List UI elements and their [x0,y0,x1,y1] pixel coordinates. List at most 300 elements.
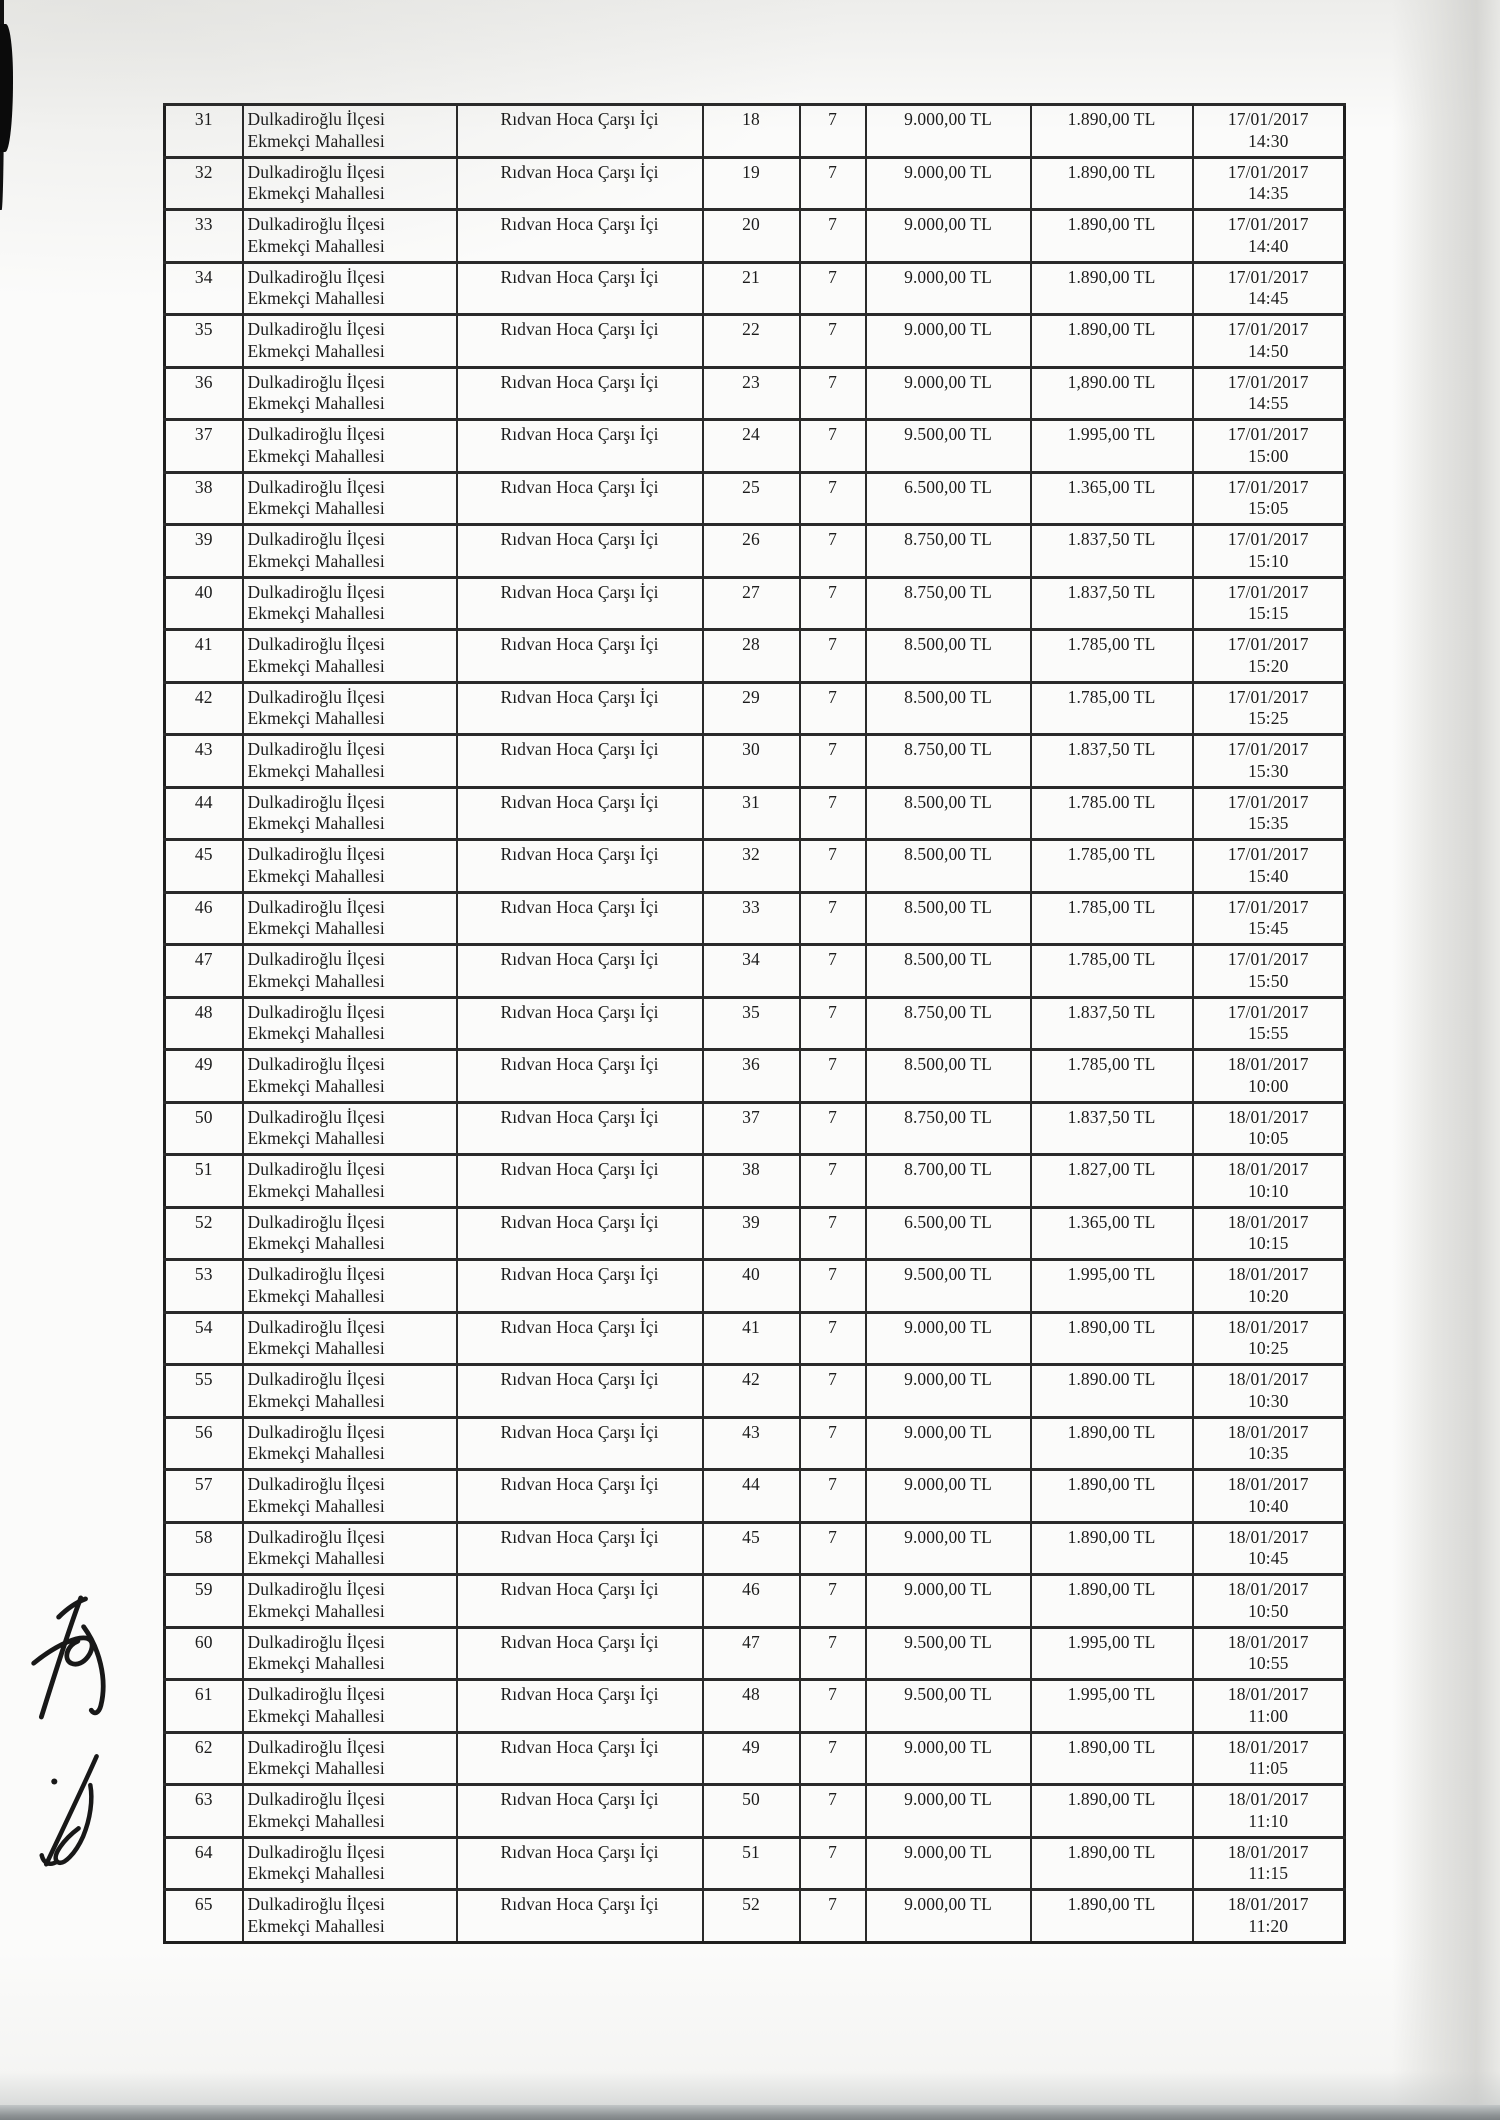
price-cell: 8.750,00 TL [866,997,1031,1050]
tender-schedule-table [163,103,1346,1944]
date-line: 18/01/2017 [1227,1106,1309,1127]
date-line: 18/01/2017 [1227,1421,1309,1442]
stand-number-cell: 23 [703,367,800,420]
district-line2: Ekmekçi Mahallesi [247,130,385,151]
district-line1: Dulkadiroğlu İlçesi [247,319,385,339]
quantity-cell: 7 [800,997,866,1050]
time-line: 10:10 [1248,1180,1289,1201]
district-cell [243,787,457,840]
quantity-cell: 7 [800,1575,866,1628]
stand-number-cell: 47 [703,1627,800,1680]
date-line: 17/01/2017 [1227,739,1309,759]
row-number-cell: 41 [165,630,243,683]
district-cell [243,577,457,630]
row-number-cell: 59 [165,1575,243,1628]
quantity-cell: 7 [800,1155,866,1208]
deposit-cell: 1.890,00 TL [1031,315,1193,368]
district-cell [243,1890,457,1943]
district-cell [243,315,457,368]
table-row [165,105,1345,158]
district-cell [243,1260,457,1313]
market-location-cell: Rıdvan Hoca Çarşı İçi [457,367,703,420]
quantity-cell: 7 [800,787,866,840]
table-row [165,1365,1345,1418]
market-location-cell: Rıdvan Hoca Çarşı İçi [457,892,703,945]
district-line1: Dulkadiroğlu İlçesi [247,1684,385,1704]
quantity-cell: 7 [800,525,866,578]
date-line: 18/01/2017 [1227,1264,1309,1284]
district-line1: Dulkadiroğlu İlçesi [247,1211,385,1232]
price-cell: 9.000,00 TL [866,210,1031,263]
price-cell: 6.500,00 TL [866,1207,1031,1260]
time-line: 10:15 [1248,1233,1289,1254]
datetime-cell [1193,1365,1345,1418]
district-line1: Dulkadiroğlu İlçesi [247,896,385,917]
quantity-cell: 7 [800,945,866,998]
date-line: 18/01/2017 [1227,1579,1309,1599]
stand-number-cell: 46 [703,1575,800,1628]
row-number-cell: 51 [165,1155,243,1208]
time-line: 11:05 [1248,1758,1289,1779]
deposit-cell: 1.785.00 TL [1031,787,1193,840]
quantity-cell: 7 [800,1785,866,1838]
district-line2: Ekmekçi Mahallesi [247,708,385,729]
quantity-cell: 7 [800,157,866,210]
district-line2: Ekmekçi Mahallesi [247,235,385,256]
stand-number-cell: 34 [703,945,800,998]
stand-number-cell: 49 [703,1732,800,1785]
date-line: 17/01/2017 [1227,844,1309,864]
quantity-cell: 7 [800,1312,866,1365]
district-cell [243,945,457,998]
datetime-cell [1193,1207,1345,1260]
quantity-cell: 7 [800,1417,866,1470]
market-location-cell: Rıdvan Hoca Çarşı İçi [457,157,703,210]
deposit-cell: 1.890,00 TL [1031,1785,1193,1838]
price-cell: 9.500,00 TL [866,420,1031,473]
time-line: 14:30 [1248,130,1289,151]
row-number-cell: 52 [165,1207,243,1260]
district-line2: Ekmekçi Mahallesi [247,1075,385,1096]
district-cell [243,367,457,420]
deposit-cell: 1.890,00 TL [1031,210,1193,263]
quantity-cell: 7 [800,1102,866,1155]
time-line: 14:40 [1248,235,1289,256]
market-location-cell: Rıdvan Hoca Çarşı İçi [457,1260,703,1313]
datetime-cell [1193,105,1345,158]
row-number-cell: 33 [165,210,243,263]
price-cell: 9.000,00 TL [866,1365,1031,1418]
time-line: 10:30 [1248,1390,1289,1411]
district-line2: Ekmekçi Mahallesi [247,1443,385,1464]
stand-number-cell: 33 [703,892,800,945]
district-line1: Dulkadiroğlu İlçesi [247,1579,385,1599]
stand-number-cell: 45 [703,1522,800,1575]
quantity-cell: 7 [800,840,866,893]
district-line1: Dulkadiroğlu İlçesi [247,581,385,602]
date-line: 17/01/2017 [1227,896,1309,917]
price-cell: 9.000,00 TL [866,315,1031,368]
market-location-cell: Rıdvan Hoca Çarşı İçi [457,210,703,263]
stand-number-cell: 39 [703,1207,800,1260]
table-row [165,1417,1345,1470]
price-cell: 8.500,00 TL [866,892,1031,945]
datetime-cell [1193,1732,1345,1785]
district-line2: Ekmekçi Mahallesi [247,760,385,781]
district-line2: Ekmekçi Mahallesi [247,1180,385,1201]
row-number-cell: 45 [165,840,243,893]
row-number-cell: 42 [165,682,243,735]
date-line: 18/01/2017 [1227,1054,1309,1074]
deposit-cell: 1.890.00 TL [1031,1365,1193,1418]
row-number-cell: 38 [165,472,243,525]
district-cell [243,157,457,210]
district-line2: Ekmekçi Mahallesi [247,603,385,624]
district-line1: Dulkadiroğlu İlçesi [247,1474,385,1494]
deposit-cell: 1.785,00 TL [1031,1050,1193,1103]
signature-mark-upper [26,1586,122,1726]
table-row [165,892,1345,945]
quantity-cell: 7 [800,1522,866,1575]
datetime-cell [1193,525,1345,578]
district-line1: Dulkadiroğlu İlçesi [247,1736,385,1757]
datetime-cell [1193,1680,1345,1733]
price-cell: 8.500,00 TL [866,1050,1031,1103]
deposit-cell: 1.827,00 TL [1031,1155,1193,1208]
row-number-cell: 34 [165,262,243,315]
row-number-cell: 61 [165,1680,243,1733]
deposit-cell: 1.785,00 TL [1031,945,1193,998]
market-location-cell: Rıdvan Hoca Çarşı İçi [457,472,703,525]
date-line: 18/01/2017 [1227,1369,1309,1389]
quantity-cell: 7 [800,1207,866,1260]
table-row [165,315,1345,368]
stand-number-cell: 31 [703,787,800,840]
district-line2: Ekmekçi Mahallesi [247,970,385,991]
table-row [165,1155,1345,1208]
time-line: 14:35 [1248,183,1289,204]
market-location-cell: Rıdvan Hoca Çarşı İçi [457,1890,703,1943]
datetime-cell [1193,1890,1345,1943]
date-line: 18/01/2017 [1227,1631,1309,1652]
district-line1: Dulkadiroğlu İlçesi [247,1106,385,1127]
deposit-cell: 1,890.00 TL [1031,367,1193,420]
datetime-cell [1193,1785,1345,1838]
district-line2: Ekmekçi Mahallesi [247,813,385,834]
table-row [165,840,1345,893]
row-number-cell: 40 [165,577,243,630]
district-line1: Dulkadiroğlu İlçesi [247,1894,385,1914]
district-line2: Ekmekçi Mahallesi [247,1233,385,1254]
table-row [165,1260,1345,1313]
district-cell [243,1470,457,1523]
deposit-cell: 1.785,00 TL [1031,840,1193,893]
row-number-cell: 54 [165,1312,243,1365]
price-cell: 9.000,00 TL [866,367,1031,420]
row-number-cell: 47 [165,945,243,998]
date-line: 18/01/2017 [1227,1316,1309,1337]
table-row [165,525,1345,578]
date-line: 17/01/2017 [1227,214,1309,234]
table-row [165,682,1345,735]
market-location-cell: Rıdvan Hoca Çarşı İçi [457,945,703,998]
stand-number-cell: 50 [703,1785,800,1838]
price-cell: 9.500,00 TL [866,1260,1031,1313]
stand-number-cell: 18 [703,105,800,158]
price-cell: 8.500,00 TL [866,945,1031,998]
deposit-cell: 1.890,00 TL [1031,1470,1193,1523]
price-cell: 8.750,00 TL [866,1102,1031,1155]
market-location-cell: Rıdvan Hoca Çarşı İçi [457,1522,703,1575]
deposit-cell: 1.890,00 TL [1031,1417,1193,1470]
district-line1: Dulkadiroğlu İlçesi [247,1631,385,1652]
time-line: 15:30 [1248,760,1289,781]
table-row [165,367,1345,420]
district-line2: Ekmekçi Mahallesi [247,918,385,939]
stand-number-cell: 27 [703,577,800,630]
market-location-cell: Rıdvan Hoca Çarşı İçi [457,105,703,158]
datetime-cell [1193,1155,1345,1208]
time-line: 15:35 [1248,813,1289,834]
stand-number-cell: 26 [703,525,800,578]
time-line: 15:20 [1248,655,1289,676]
market-location-cell: Rıdvan Hoca Çarşı İçi [457,1365,703,1418]
market-location-cell: Rıdvan Hoca Çarşı İçi [457,1732,703,1785]
stand-number-cell: 41 [703,1312,800,1365]
district-cell [243,1522,457,1575]
row-number-cell: 44 [165,787,243,840]
date-line: 17/01/2017 [1227,109,1309,129]
quantity-cell: 7 [800,1837,866,1890]
district-cell [243,1102,457,1155]
date-line: 17/01/2017 [1227,791,1309,812]
time-line: 10:45 [1248,1548,1289,1569]
deposit-cell: 1.995,00 TL [1031,1627,1193,1680]
deposit-cell: 1.837,50 TL [1031,997,1193,1050]
quantity-cell: 7 [800,262,866,315]
date-line: 18/01/2017 [1227,1474,1309,1494]
row-number-cell: 37 [165,420,243,473]
market-location-cell: Rıdvan Hoca Çarşı İçi [457,787,703,840]
time-line: 10:40 [1248,1495,1289,1516]
table-row [165,1312,1345,1365]
datetime-cell [1193,630,1345,683]
district-cell [243,1365,457,1418]
date-line: 18/01/2017 [1227,1684,1309,1704]
district-line1: Dulkadiroğlu İlçesi [247,424,385,444]
date-line: 17/01/2017 [1227,476,1309,497]
district-line1: Dulkadiroğlu İlçesi [247,634,385,654]
district-line2: Ekmekçi Mahallesi [247,1495,385,1516]
deposit-cell: 1.837,50 TL [1031,1102,1193,1155]
stand-number-cell: 52 [703,1890,800,1943]
datetime-cell [1193,1522,1345,1575]
price-cell: 9.000,00 TL [866,157,1031,210]
stand-number-cell: 42 [703,1365,800,1418]
date-line: 17/01/2017 [1227,686,1309,707]
stand-number-cell: 32 [703,840,800,893]
district-line2: Ekmekçi Mahallesi [247,550,385,571]
stand-number-cell: 36 [703,1050,800,1103]
quantity-cell: 7 [800,1732,866,1785]
date-line: 17/01/2017 [1227,581,1309,602]
district-cell [243,105,457,158]
stand-number-cell: 29 [703,682,800,735]
district-line2: Ekmekçi Mahallesi [247,393,385,414]
market-location-cell: Rıdvan Hoca Çarşı İçi [457,525,703,578]
datetime-cell [1193,472,1345,525]
date-line: 17/01/2017 [1227,424,1309,444]
table-row [165,157,1345,210]
deposit-cell: 1.890,00 TL [1031,1522,1193,1575]
table-row [165,210,1345,263]
table-row [165,1890,1345,1943]
row-number-cell: 49 [165,1050,243,1103]
time-line: 15:25 [1248,708,1289,729]
district-cell [243,210,457,263]
deposit-cell: 1.890,00 TL [1031,1890,1193,1943]
district-line1: Dulkadiroğlu İlçesi [247,739,385,759]
table-row [165,577,1345,630]
district-line2: Ekmekçi Mahallesi [247,655,385,676]
district-line2: Ekmekçi Mahallesi [247,498,385,519]
stand-number-cell: 28 [703,630,800,683]
row-number-cell: 53 [165,1260,243,1313]
time-line: 15:45 [1248,918,1289,939]
deposit-cell: 1.890,00 TL [1031,157,1193,210]
date-line: 18/01/2017 [1227,1526,1309,1547]
price-cell: 9.000,00 TL [866,1470,1031,1523]
market-location-cell: Rıdvan Hoca Çarşı İçi [457,630,703,683]
time-line: 15:15 [1248,603,1289,624]
time-line: 10:00 [1248,1075,1289,1096]
time-line: 11:20 [1248,1915,1289,1936]
district-line1: Dulkadiroğlu İlçesi [247,791,385,812]
row-number-cell: 39 [165,525,243,578]
district-line2: Ekmekçi Mahallesi [247,1915,385,1936]
price-cell: 9.000,00 TL [866,262,1031,315]
price-cell: 8.750,00 TL [866,525,1031,578]
market-location-cell: Rıdvan Hoca Çarşı İçi [457,1417,703,1470]
deposit-cell: 1.890,00 TL [1031,1575,1193,1628]
table-row [165,1575,1345,1628]
district-line2: Ekmekçi Mahallesi [247,445,385,466]
price-cell: 9.000,00 TL [866,1417,1031,1470]
district-line2: Ekmekçi Mahallesi [247,1338,385,1359]
date-line: 17/01/2017 [1227,266,1309,287]
district-cell [243,1050,457,1103]
scan-bottom-fade [0,2071,1500,2105]
datetime-cell [1193,1627,1345,1680]
market-location-cell: Rıdvan Hoca Çarşı İçi [457,1470,703,1523]
row-number-cell: 32 [165,157,243,210]
quantity-cell: 7 [800,210,866,263]
table-row [165,1785,1345,1838]
price-cell: 8.500,00 TL [866,787,1031,840]
stand-number-cell: 21 [703,262,800,315]
market-location-cell: Rıdvan Hoca Çarşı İçi [457,420,703,473]
quantity-cell: 7 [800,105,866,158]
quantity-cell: 7 [800,420,866,473]
market-location-cell: Rıdvan Hoca Çarşı İçi [457,1050,703,1103]
district-cell [243,1575,457,1628]
market-location-cell: Rıdvan Hoca Çarşı İçi [457,1155,703,1208]
quantity-cell: 7 [800,472,866,525]
deposit-cell: 1.995,00 TL [1031,1260,1193,1313]
quantity-cell: 7 [800,1260,866,1313]
date-line: 17/01/2017 [1227,949,1309,969]
time-line: 15:10 [1248,550,1289,571]
date-line: 17/01/2017 [1227,529,1309,549]
district-line2: Ekmekçi Mahallesi [247,1758,385,1779]
district-line1: Dulkadiroğlu İlçesi [247,1369,385,1389]
datetime-cell [1193,262,1345,315]
table-row [165,945,1345,998]
district-line2: Ekmekçi Mahallesi [247,1128,385,1149]
district-cell [243,997,457,1050]
district-cell [243,420,457,473]
row-number-cell: 62 [165,1732,243,1785]
district-line1: Dulkadiroğlu İlçesi [247,161,385,182]
deposit-cell: 1.837,50 TL [1031,735,1193,788]
table-row [165,1470,1345,1523]
district-line2: Ekmekçi Mahallesi [247,1705,385,1726]
date-line: 18/01/2017 [1227,1894,1309,1914]
datetime-cell [1193,682,1345,735]
row-number-cell: 65 [165,1890,243,1943]
stand-number-cell: 48 [703,1680,800,1733]
datetime-cell [1193,840,1345,893]
market-location-cell: Rıdvan Hoca Çarşı İçi [457,1680,703,1733]
price-cell: 8.700,00 TL [866,1155,1031,1208]
price-cell: 9.000,00 TL [866,105,1031,158]
deposit-cell: 1.785,00 TL [1031,630,1193,683]
row-number-cell: 63 [165,1785,243,1838]
table-row [165,1207,1345,1260]
district-line1: Dulkadiroğlu İlçesi [247,1001,385,1022]
district-line2: Ekmekçi Mahallesi [247,1285,385,1306]
date-line: 18/01/2017 [1227,1159,1309,1179]
district-cell [243,1627,457,1680]
district-line2: Ekmekçi Mahallesi [247,865,385,886]
table-row [165,1050,1345,1103]
market-location-cell: Rıdvan Hoca Çarşı İçi [457,997,703,1050]
district-cell [243,892,457,945]
district-cell [243,525,457,578]
district-line2: Ekmekçi Mahallesi [247,1653,385,1674]
quantity-cell: 7 [800,1890,866,1943]
quantity-cell: 7 [800,682,866,735]
district-line2: Ekmekçi Mahallesi [247,288,385,309]
signature-mark-lower [30,1740,120,1886]
market-location-cell: Rıdvan Hoca Çarşı İçi [457,682,703,735]
market-location-cell: Rıdvan Hoca Çarşı İçi [457,1837,703,1890]
time-line: 10:50 [1248,1600,1289,1621]
datetime-cell [1193,1312,1345,1365]
time-line: 11:10 [1248,1810,1289,1831]
district-line1: Dulkadiroğlu İlçesi [247,949,385,969]
district-line2: Ekmekçi Mahallesi [247,1810,385,1831]
row-number-cell: 31 [165,105,243,158]
quantity-cell: 7 [800,1470,866,1523]
row-number-cell: 58 [165,1522,243,1575]
table-row [165,1732,1345,1785]
price-cell: 8.750,00 TL [866,577,1031,630]
quantity-cell: 7 [800,1050,866,1103]
time-line: 11:00 [1248,1705,1289,1726]
price-cell: 6.500,00 TL [866,472,1031,525]
row-number-cell: 36 [165,367,243,420]
